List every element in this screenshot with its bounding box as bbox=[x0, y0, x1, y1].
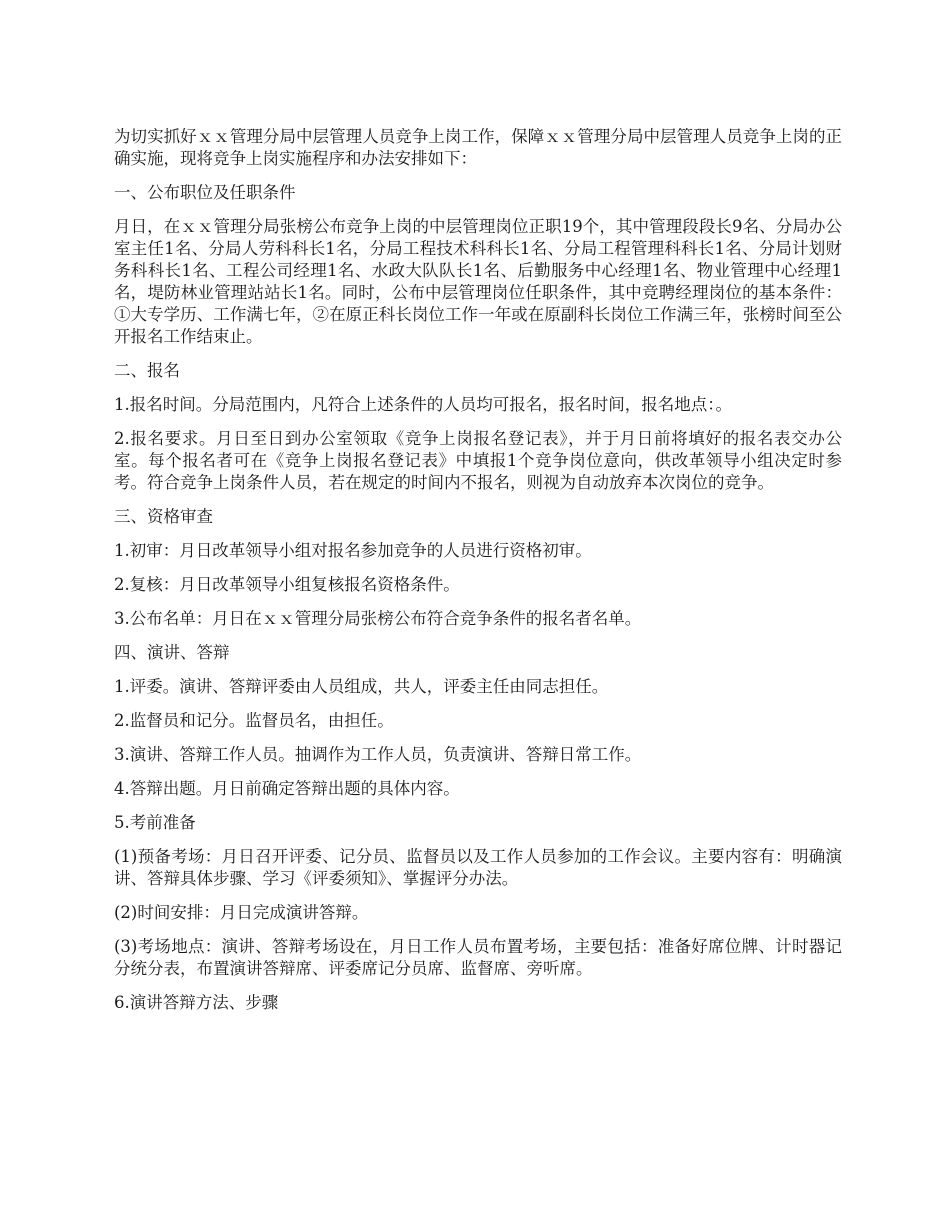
registration-time: 1.报名时间。分局范围内，凡符合上述条件的人员均可报名，报名时间，报名地点：。 bbox=[114, 395, 732, 414]
registration-requirements: 2.报名要求。月日至日到办公室领取《竞争上岗报名登记表》，并于月日前将填好的报名表交办公室。每个报名者可在《竞争上岗报名登记表》中填报1个竞争岗位意向，供改革领导小组决定时参考。符合竞争上岗条件人员，若在规定的时间内不报名，则视为自动放弃本次岗位的竞争。 bbox=[114, 429, 842, 492]
section-heading-1: 一、公布职位及任职条件 bbox=[114, 183, 296, 202]
initial-review: 1.初审：月日改革领导小组对报名参加竞争的人员进行资格初审。 bbox=[114, 541, 592, 560]
publish-list: 3.公布名单：月日在ｘｘ管理分局张榜公布符合竞争条件的报名者名单。 bbox=[114, 609, 642, 628]
staff: 3.演讲、答辩工作人员。抽调作为工作人员，负责演讲、答辩日常工作。 bbox=[114, 745, 642, 764]
section-heading-4: 四、演讲、答辩 bbox=[114, 643, 230, 662]
venue-location: (3)考场地点：演讲、答辩考场设在，月日工作人员布置考场，主要包括：准备好席位牌、计时器记分统分表，布置演讲答辩席、评委席记分员席、监督席、旁听席。 bbox=[114, 937, 842, 978]
section-heading-2: 二、报名 bbox=[114, 361, 180, 380]
time-arrangement: (2)时间安排：月日完成演讲答辩。 bbox=[114, 903, 369, 922]
document-page bbox=[114, 126, 842, 1026]
pre-exam-prep: 5.考前准备 bbox=[114, 813, 196, 832]
section-1-body: 月日，在ｘｘ管理分局张榜公布竞争上岗的中层管理岗位正职19个，其中管理段段长9名、分局办公室主任1名、分局人劳科科长1名，分局工程技术科科长1名、分局工程管理科科长1名、分局计划财务科科长1名、工程公司经理1名、水政大队队长1名、后勤服务中心经理1名、物业管理中心经理1名，堤防林业管理站站长1名。同时，公布中层管理岗位任职条件，其中竞聘经理岗位的基本条件：①大专学历、工作满七年，②在原正科长岗位工作一年或在原副科长岗位工作满三年，张榜时间至公开报名工作结束止。 bbox=[114, 217, 842, 346]
judges: 1.评委。演讲、答辩评委由人员组成，共人，评委主任由同志担任。 bbox=[114, 677, 609, 696]
method-steps: 6.演讲答辩方法、步骤 bbox=[114, 993, 279, 1012]
recheck: 2.复核：月日改革领导小组复核报名资格条件。 bbox=[114, 575, 460, 594]
section-heading-3: 三、资格审查 bbox=[114, 507, 213, 526]
intro-paragraph: 为切实抓好ｘｘ管理分局中层管理人员竞争上岗工作，保障ｘｘ管理分局中层管理人员竞争上岗的正确实施，现将竞争上岗实施程序和办法安排如下： bbox=[114, 127, 842, 168]
prep-venue: (1)预备考场：月日召开评委、记分员、监督员以及工作人员参加的工作会议。主要内容有：明确演讲、答辩具体步骤、学习《评委须知》、掌握评分办法。 bbox=[114, 847, 842, 888]
supervisors: 2.监督员和记分。监督员名，由担任。 bbox=[114, 711, 394, 730]
question-setting: 4.答辩出题。月日前确定答辩出题的具体内容。 bbox=[114, 779, 460, 798]
